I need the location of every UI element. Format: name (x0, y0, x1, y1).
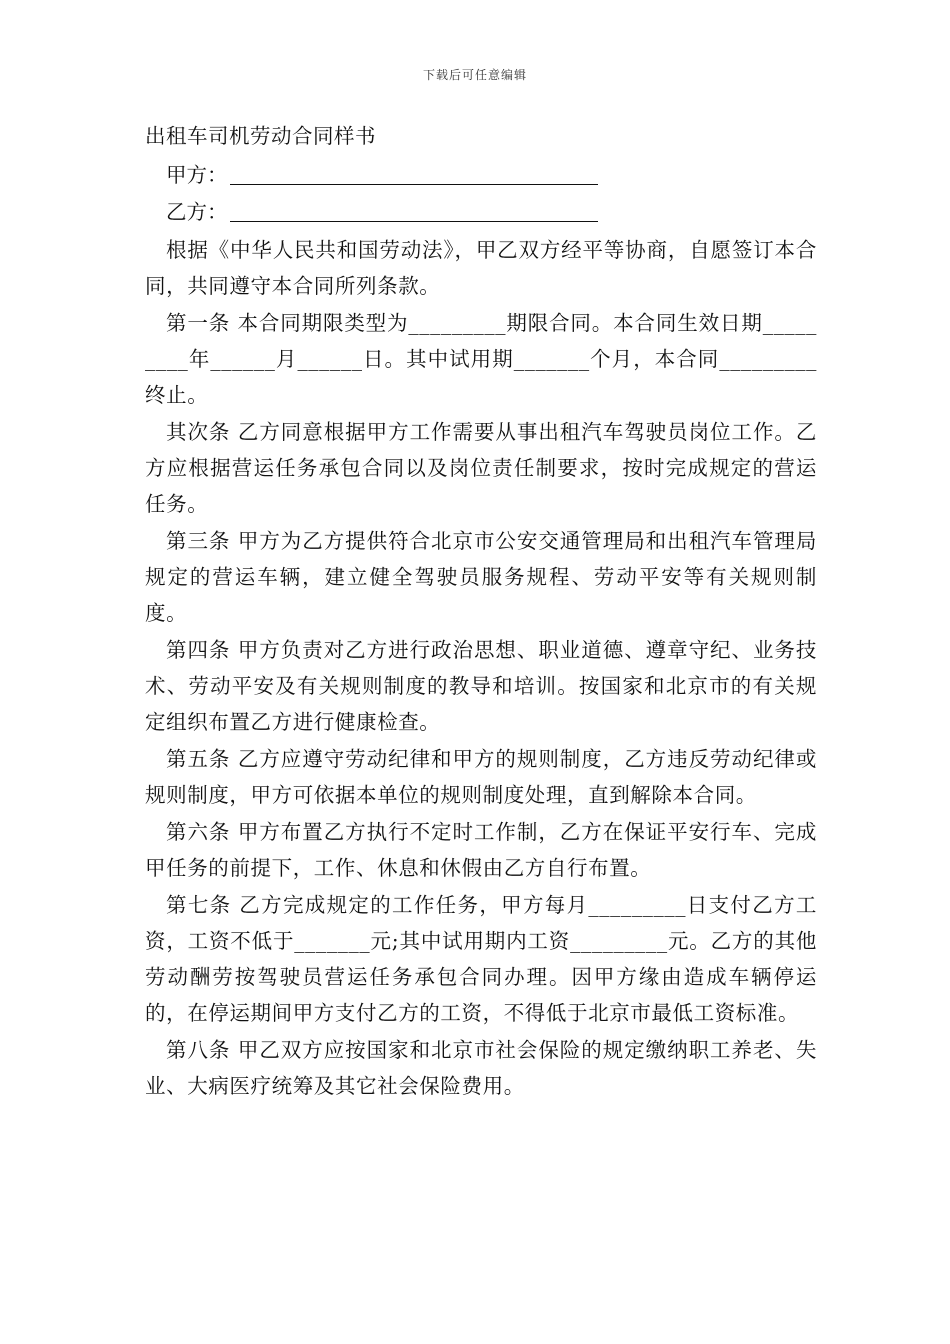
party-b-blank-field[interactable] (230, 221, 598, 222)
preamble-paragraph: 根据《中华人民共和国劳动法》，甲乙双方经平等协商，自愿签订本合同，共同遵守本合同所列条款。 (145, 238, 817, 298)
party-a-label: 甲方： (166, 163, 228, 187)
party-a-line (145, 157, 817, 194)
article-3-paragraph: 第三条 甲方为乙方提供符合北京市公安交通管理局和出租汽车管理局规定的营运车辆，建立健全驾驶员服务规程、劳动平安等有关规则制度。 (145, 529, 817, 625)
party-b-label: 乙方： (166, 200, 228, 224)
article-8-paragraph: 第八条 甲乙双方应按国家和北京市社会保险的规定缴纳职工养老、失业、大病医疗统筹及其它社会保险费用。 (145, 1038, 817, 1098)
document-body (145, 118, 817, 1104)
article-4-paragraph: 第四条 甲方负责对乙方进行政治思想、职业道德、遵章守纪、业务技术、劳动平安及有关规则制度的教导和培训。按国家和北京市的有关规定组织布置乙方进行健康检查。 (145, 638, 817, 734)
article-7-paragraph: 第七条 乙方完成规定的工作任务，甲方每月_________日支付乙方工资，工资不低于_______元;其中试用期内工资_________元。乙方的其他劳动酬劳按驾驶员营运任务承包合同办理。因甲方缘由造成车辆停运的，在停运期间甲方支付乙方的工资，不得低于北京市最低工资标准。 (145, 893, 817, 1025)
article-1-paragraph: 第一条 本合同期限类型为_________期限合同。本合同生效日期_________年______月______日。其中试用期_______个月，本合同_________终止。 (145, 311, 817, 407)
document-title: 出租车司机劳动合同样书 (145, 124, 376, 148)
article-2-paragraph: 其次条 乙方同意根据甲方工作需要从事出租汽车驾驶员岗位工作。乙方应根据营运任务承包合同以及岗位责任制要求，按时完成规定的营运任务。 (145, 420, 817, 516)
article-6-paragraph: 第六条 甲方布置乙方执行不定时工作制，乙方在保证平安行车、完成甲任务的前提下，工作、休息和休假由乙方自行布置。 (145, 820, 817, 880)
page-header-note: 下载后可任意编辑 (422, 68, 527, 82)
party-b-line (145, 194, 817, 231)
party-a-blank-field[interactable] (230, 184, 598, 185)
article-5-paragraph: 第五条 乙方应遵守劳动纪律和甲方的规则制度，乙方违反劳动纪律或规则制度，甲方可依据本单位的规则制度处理，直到解除本合同。 (145, 747, 817, 807)
